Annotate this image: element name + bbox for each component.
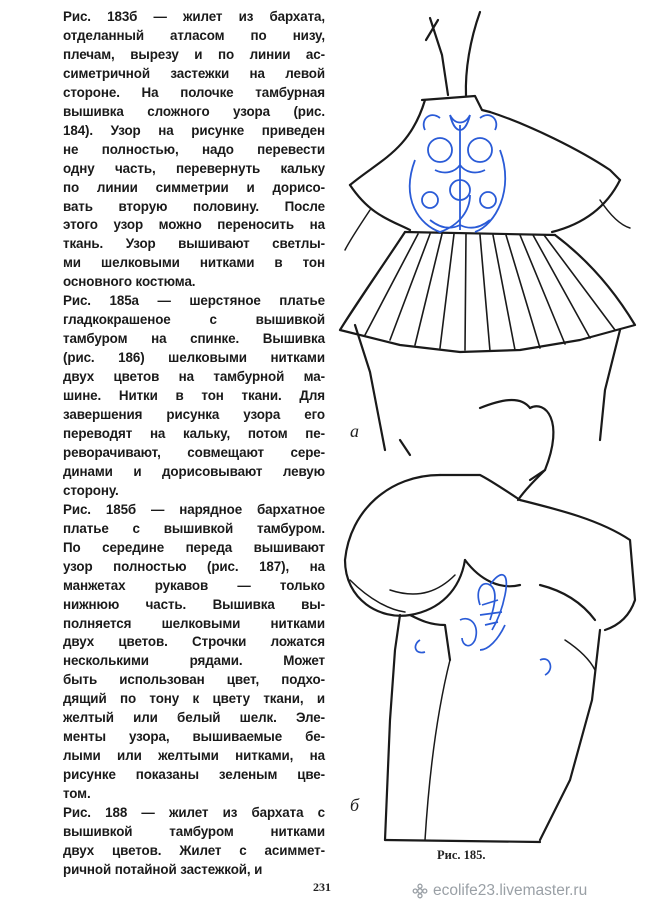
text-line: ми шелковыми нитками в тон — [63, 255, 325, 271]
neck-right-line-a — [466, 12, 480, 96]
paragraph — [63, 804, 325, 880]
text-line: Рис. 185б — нарядное бархатное — [63, 501, 325, 517]
text-line: дящий по тону к цвету ткани, и — [63, 691, 325, 707]
figure-label-b: б — [350, 795, 360, 815]
right-shoulder-b — [520, 500, 635, 630]
text-line: менты узора, вышиваемые бе- — [63, 729, 325, 745]
text-line: двух цветов. Жилет с асиммет- — [63, 842, 325, 858]
text-line: симетричной застежки на левой — [63, 65, 325, 81]
text-line: стороне. На полочке тамбурная — [63, 84, 325, 100]
text-line: плечам, вырезу и по линии ас- — [63, 46, 325, 62]
watermark — [412, 878, 587, 904]
text-line: ричной потайной застежкой, и — [63, 861, 263, 877]
text-line: реворачивают, совмещают сере- — [63, 444, 325, 460]
skirt-a — [340, 232, 635, 352]
watermark-text: ecolife23.livemaster.ru — [433, 882, 588, 899]
text-line: узор полностью (рис. 187), на — [63, 558, 325, 574]
left-shoulder-a — [350, 100, 425, 185]
text-line: гладкокрашеное с вышивкой — [63, 312, 325, 328]
text-line: манжетах рукавов — только — [63, 577, 325, 593]
figure-185 — [330, 0, 659, 880]
text-line: вать вторую половину. После — [63, 198, 325, 214]
page-number: 231 — [313, 880, 331, 894]
text-line: динами и дорисовывают левую — [63, 463, 325, 479]
text-line: Рис. 185а — шерстяное платье — [63, 293, 325, 309]
text-line: 184). Узор на рисунке приведен — [63, 122, 325, 138]
text-line: (рис. 186) шелковыми нитками — [63, 350, 325, 366]
text-line: По середине переда вышивают — [63, 539, 325, 555]
text-line: нижнюю часть. Вышивка вы- — [63, 596, 325, 612]
text-line: Рис. 188 — жилет из бархата с — [63, 805, 325, 821]
text-line: полняется шелковыми нитками — [63, 615, 325, 631]
text-line: ткань. Узор вышивают светлы- — [63, 236, 325, 252]
text-line: быть использован цвет, подхо- — [63, 672, 325, 688]
flower-icon — [412, 883, 428, 899]
text-line: лыми или желтыми нитками, на — [63, 748, 325, 764]
text-line: одну часть, перевернуть кальку — [63, 160, 325, 176]
text-column — [63, 8, 325, 880]
paragraph — [63, 292, 325, 500]
text-line: тамбуром на спинке. Вышивка — [63, 331, 325, 347]
text-line: несколькими рядами. Может — [63, 653, 325, 669]
text-line: двух цветов. Строчки ложатся — [63, 634, 325, 650]
text-line: Рис. 183б — жилет из бархата, — [63, 9, 325, 24]
text-line: рисунке показаны зеленым цве- — [63, 767, 325, 783]
text-line: переводят на кальку, потом пе- — [63, 425, 325, 441]
dress-left-edge-b — [385, 615, 400, 840]
text-line: не полностью, надо перевести — [63, 141, 325, 157]
paragraph — [63, 8, 325, 292]
text-line: двух цветов на тамбурной ма- — [63, 369, 325, 385]
left-sleeve-b — [345, 475, 465, 616]
right-shoulder-a — [490, 112, 620, 180]
embroidery-a — [410, 115, 505, 232]
text-line: желтый или белый шелк. Эле- — [63, 710, 325, 726]
text-line: сторону. — [63, 482, 119, 498]
figure-caption: Рис. 185. — [437, 848, 486, 862]
text-line: завершения рисунка узора его — [63, 407, 325, 423]
head-b — [530, 406, 553, 480]
text-line: этого узор можно переносить на — [63, 217, 325, 233]
text-line: платье с вышивкой тамбуром. — [63, 520, 325, 536]
figure-label-a: а — [350, 421, 359, 441]
text-line: отделанный атласом по низу, — [63, 27, 325, 43]
text-line: шине. Нитки в тон ткани. Для — [63, 388, 325, 404]
text-line: по линии симметрии и дорисо- — [63, 179, 325, 195]
text-line: том. — [63, 786, 91, 802]
text-line: вышивкой тамбуром нитками — [63, 823, 325, 839]
text-line: основного костюма. — [63, 274, 196, 290]
paragraph — [63, 501, 325, 804]
dress-illustrations — [330, 0, 659, 880]
text-line: вышивка сложного узора (рис. — [63, 103, 325, 119]
